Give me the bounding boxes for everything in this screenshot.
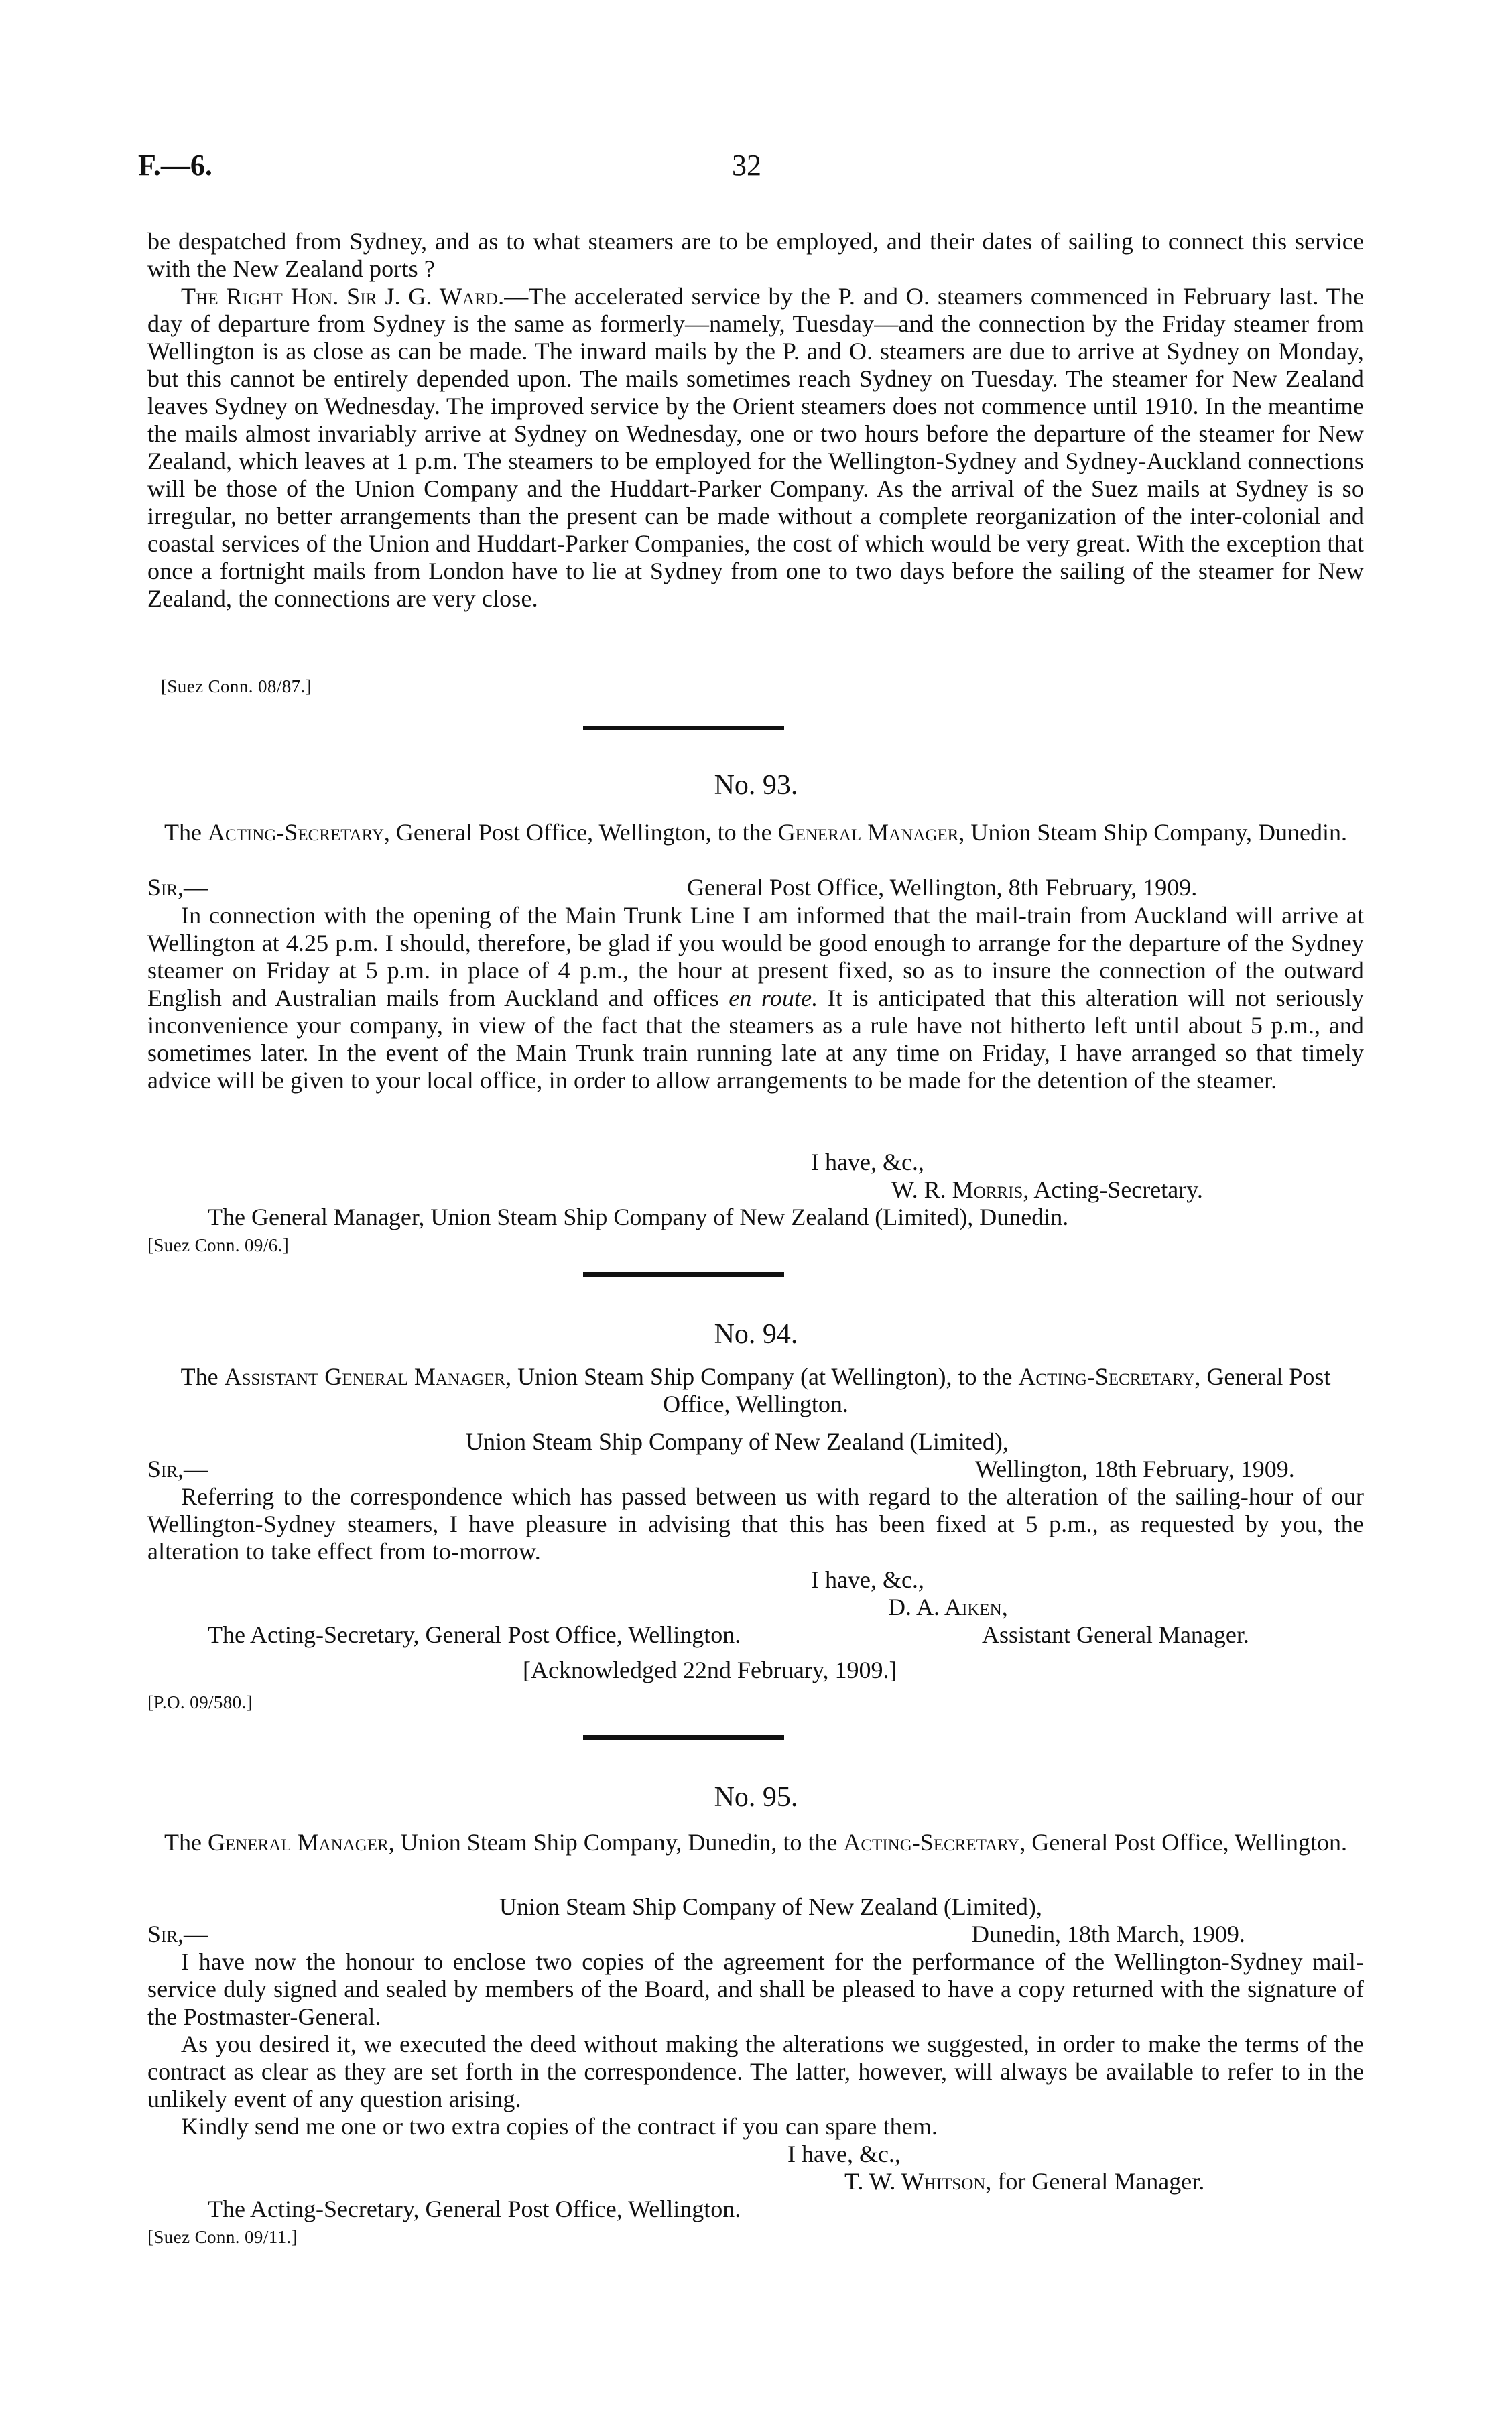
letter-93-number: No. 93.: [714, 770, 798, 801]
letter-95-signer-name: T. W. Whitson: [844, 2168, 986, 2195]
letter-93-dateline: General Post Office, Wellington, 8th February, 1909.: [687, 874, 1198, 901]
letter-94-closing: I have, &c.,: [811, 1566, 924, 1593]
letter-94-address-mid: , Union Steam Ship Company (at Wellington), to the: [505, 1363, 1019, 1390]
letter-94-dateline-2: Wellington, 18th February, 1909.: [975, 1456, 1295, 1482]
letter-95-to: Acting-Secretary: [843, 1829, 1020, 1856]
letter-94-to: Acting-Secretary: [1018, 1363, 1195, 1390]
section-divider: [583, 1272, 784, 1277]
letter-93-body: [147, 902, 1364, 1094]
letter-94-number: No. 94.: [714, 1319, 798, 1350]
letter-93-address-suffix: , Union Steam Ship Company, Dunedin.: [958, 819, 1347, 846]
letter-95-address-suffix: , General Post Office, Wellington.: [1019, 1829, 1347, 1856]
letter-94-address-prefix: The: [180, 1363, 225, 1390]
letter-94-signer-title: Assistant General Manager.: [982, 1621, 1249, 1648]
letter-93-signer-title: , Acting-Secretary.: [1023, 1176, 1203, 1203]
letter-94-address-suffix: , General Post Office, Wellington.: [663, 1363, 1331, 1417]
letter-95-body-3: Kindly send me one or two extra copies of the contract if you can spare them.: [181, 2113, 938, 2140]
letter-95-number: No. 95.: [714, 1782, 798, 1813]
letter-93-address-prefix: The: [164, 819, 208, 846]
section-divider: [583, 726, 784, 730]
letter-94-body: Referring to the correspondence which has passed between us with regard to the alteration of the sailing-hour of our Wellington-Sydney steamers, I have pleasure in advising that this has been fixed at 5 p.m., as requested by you, the alteration to take effect from to-morrow.: [147, 1483, 1364, 1565]
letter-95-body-2: As you desired it, we executed the deed without making the alterations we suggested, in order to make the terms of the contract as clear as they are set forth in the correspondence. The latter, however, will always be available to refer to in the unlikely event of any question arising.: [147, 2031, 1364, 2112]
letter-95-address: [147, 1829, 1364, 1856]
section-divider: [583, 1735, 784, 1740]
letter-94-from: Assistant General Manager: [224, 1363, 506, 1390]
letter-93-from: Acting-Secretary: [207, 819, 384, 846]
letter-95-dateline-2: Dunedin, 18th March, 1909.: [972, 1921, 1245, 1948]
letter-95-body-1: I have now the honour to enclose two copies of the agreement for the performance of the Wellington-Sydney mail-service duly signed and sealed by members of the Board, and shall be pleased to have a copy returned with the signature of the Postmaster-General.: [147, 1948, 1364, 2030]
letter-95-signer-title: , for General Manager.: [985, 2168, 1205, 2195]
letter-95-address-mid: , Union Steam Ship Company, Dunedin, to the: [388, 1829, 844, 1856]
intro-paragraph-1: be despatched from Sydney, and as to what steamers are to be employed, and their dates of sailing to connect this service with the New Zealand ports ?: [147, 228, 1364, 282]
letter-93-body-cont: It is anticipated that this alteration will not seriously inconvenience your company, in view of the fact that the steamers as a rule have not hitherto left until about 5 p.m., and sometimes later. In the event of the Main Trunk train running late at any time on Friday, I have arranged so that timely advice will be given to your local office, in order to allow arrangements to be made for the detention of the steamer.: [147, 984, 1364, 1094]
letter-95-signature: [844, 2168, 1204, 2195]
letter-94-address: [147, 1363, 1364, 1418]
letter-95-salutation: Sir,—: [147, 1921, 208, 1948]
letter-93-addressee: The General Manager, Union Steam Ship Company of New Zealand (Limited), Dunedin.: [208, 1204, 1069, 1230]
intro-paragraph-2: [147, 283, 1364, 613]
page-number: 32: [732, 149, 761, 182]
letter-94-signer-name: D. A. Aiken,: [888, 1594, 1008, 1620]
letter-95-dateline-1: Union Steam Ship Company of New Zealand (Limited),: [499, 1893, 1042, 1920]
letter-94-salutation: Sir,—: [147, 1456, 208, 1482]
letter-94-reference: [P.O. 09/580.]: [147, 1692, 253, 1712]
letter-95-addressee: The Acting-Secretary, General Post Office, Wellington.: [208, 2195, 741, 2222]
letter-95-reference: [Suez Conn. 09/11.]: [147, 2227, 298, 2247]
letter-93-closing: I have, &c.,: [811, 1149, 924, 1175]
intro-speaker: The Right Hon. Sir J. G. Ward.: [181, 283, 505, 310]
section-code: F.—6.: [138, 149, 212, 182]
letter-94-acknowledged: [Acknowledged 22nd February, 1909.]: [523, 1657, 897, 1683]
letter-95-closing: I have, &c.,: [788, 2141, 901, 2167]
intro-answer: —The accelerated service by the P. and O. steamers commenced in February last. The day of departure from Sydney is the same as formerly—namely, Tuesday—and the connection by the Friday steamer from Wellington is as close as can be made. The inward mails by the P. and O. steamers are due to arrive at Sydney on Monday, but this cannot be entirely depended upon. The mails sometimes reach Sydney on Tuesday. The steamer for New Zealand leaves Sydney on Wednesday. The improved service by the Orient steamers does not commence until 1910. In the meantime the mails almost invariably arrive at Sydney on Wednesday, one or two hours before the departure of the steamer for New Zealand, which leaves at 1 p.m. The steamers to be employed for the Wellington-Sydney and Sydney-Auckland connections will be those of the Union Company and the Huddart-Parker Company. As the arrival of the Suez mails at Sydney is so irregular, no better arrangements than the present can be made without a complete reorganization of the inter-colonial and coastal services of the Union and Huddart-Parker Companies, the cost of which would be very great. With the exception that once a fortnight mails from London have to lie at Sydney from one to two days before the sailing of the steamer for New Zealand, the connections are very close.: [147, 283, 1365, 612]
letter-95-from: General Manager: [207, 1829, 389, 1856]
letter-94-dateline-1: Union Steam Ship Company of New Zealand (Limited),: [466, 1428, 1009, 1455]
letter-93-salutation: Sir,—: [147, 874, 208, 901]
letter-93-reference: [Suez Conn. 09/6.]: [147, 1235, 290, 1255]
letter-93-address-mid: , General Post Office, Wellington, to the: [383, 819, 778, 846]
letter-93-body-italic: en route.: [729, 984, 818, 1011]
letter-93-signature: [891, 1176, 1203, 1204]
letter-93-signer-name: W. R. Morris: [891, 1176, 1023, 1203]
letter-93-body-text: In connection with the opening of the Main Trunk Line I am informed that the mail-train from Auckland will arrive at Wellington at 4.25 p.m. I should, therefore, be glad if you would be good enough to arrange for the departure of the Sydney steamer on Friday at 5 p.m. in place of 4 p.m., the hour at present fixed, so as to insure the connection of the outward English and Australian mails from Auckland and offices: [147, 902, 1364, 1011]
letter-94-addressee: The Acting-Secretary, General Post Office, Wellington.: [208, 1621, 741, 1648]
letter-93-address: [147, 819, 1364, 846]
letter-93-to: General Manager: [777, 819, 959, 846]
intro-reference: [Suez Conn. 08/87.]: [161, 676, 312, 696]
letter-95-address-prefix: The: [164, 1829, 208, 1856]
